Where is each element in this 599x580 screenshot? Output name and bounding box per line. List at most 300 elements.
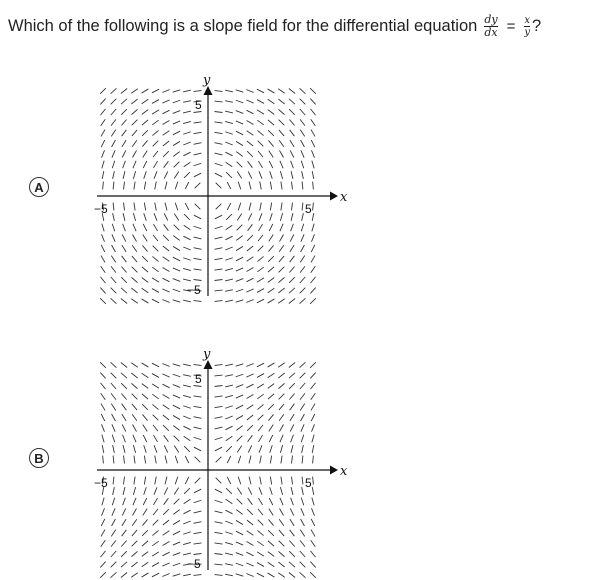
- slope-segment: [155, 456, 157, 464]
- slope-segment: [131, 277, 137, 282]
- slope-segment: [143, 509, 147, 516]
- slope-segment: [247, 141, 253, 146]
- slope-segment: [131, 288, 137, 293]
- slope-segment: [142, 245, 147, 251]
- slope-segment: [124, 456, 125, 464]
- slope-segment: [131, 99, 137, 104]
- slope-segment: [268, 562, 275, 566]
- slope-segment: [289, 540, 294, 546]
- tick-pos-x: 5: [305, 476, 312, 490]
- slope-segment: [268, 89, 275, 93]
- slope-segment: [144, 171, 147, 179]
- slope-segment: [289, 299, 295, 304]
- slope-segment: [163, 141, 169, 146]
- slope-segment: [268, 278, 274, 283]
- slope-segment: [132, 394, 138, 400]
- slope-segment: [101, 277, 106, 283]
- slope-segment: [257, 363, 264, 367]
- slope-segment: [278, 373, 284, 378]
- slope-segment: [163, 520, 169, 525]
- slope-segment: [122, 508, 126, 515]
- slope-segment: [270, 171, 273, 179]
- slope-segment: [236, 374, 244, 377]
- slope-segment: [194, 437, 202, 440]
- slope-segment: [225, 406, 233, 409]
- slope-segment: [312, 224, 314, 232]
- slope-segment: [268, 267, 274, 272]
- slope-segment: [257, 374, 264, 378]
- slope-segment: [194, 301, 202, 302]
- slope-segment: [162, 552, 169, 556]
- slope-segment: [133, 171, 135, 179]
- slope-segment: [111, 119, 116, 125]
- slope-segment: [280, 425, 284, 432]
- slope-segment: [236, 364, 244, 366]
- slope-segment: [246, 289, 253, 292]
- slope-segment: [313, 477, 314, 485]
- x-axis-label: x: [340, 190, 348, 205]
- tick-pos-y: 5: [195, 372, 202, 386]
- slope-segment: [195, 457, 201, 463]
- slope-segment: [152, 404, 158, 409]
- slope-segment: [124, 182, 125, 190]
- slope-segment: [247, 121, 254, 125]
- slope-segment: [279, 140, 284, 147]
- slope-segment: [184, 446, 190, 452]
- slope-segment: [225, 90, 233, 92]
- slope-segment: [102, 171, 104, 179]
- slope-segment: [302, 182, 303, 190]
- slope-segment: [215, 226, 223, 229]
- slope-segment: [269, 425, 273, 432]
- slope-segment: [113, 456, 114, 464]
- slope-segment: [247, 425, 253, 431]
- slope-segment: [269, 509, 273, 516]
- slope-segment: [175, 477, 178, 485]
- slope-segment: [279, 541, 285, 547]
- slope-segment: [215, 365, 223, 366]
- slope-segment: [248, 445, 252, 452]
- slope-segment: [173, 531, 180, 535]
- slope-segment: [300, 119, 305, 125]
- slope-segment: [174, 488, 178, 495]
- slope-segment: [101, 266, 106, 273]
- slope-segment: [155, 182, 157, 190]
- slope-segment: [246, 300, 253, 303]
- slope-segment: [289, 562, 295, 567]
- slope-segment: [102, 424, 105, 431]
- slope-segment: [152, 120, 159, 125]
- slope-segment: [133, 498, 136, 505]
- slope-segment: [246, 110, 253, 114]
- slope-segment: [102, 224, 104, 232]
- slope-segment: [300, 88, 306, 93]
- slope-segment: [291, 161, 294, 169]
- option-a-radio[interactable]: A: [29, 177, 49, 197]
- slope-segment: [215, 500, 223, 503]
- slope-segment: [163, 246, 169, 251]
- slope-segment: [312, 498, 314, 506]
- slope-segment: [194, 173, 201, 177]
- slope-segment: [236, 531, 243, 535]
- slope-segment: [124, 477, 125, 485]
- tick-neg-y: −5: [187, 283, 201, 297]
- slope-segment: [268, 404, 274, 410]
- slope-segment: [111, 540, 116, 546]
- slope-segment: [278, 551, 284, 556]
- slope-segment: [215, 122, 223, 123]
- slope-segment: [194, 248, 202, 250]
- slope-segment: [226, 436, 233, 440]
- slope-segment: [164, 445, 168, 452]
- slope-segment: [227, 456, 231, 463]
- slope-segment: [101, 530, 105, 537]
- slope-segment: [300, 572, 306, 577]
- slope-segment: [143, 425, 147, 432]
- slope-segment: [258, 509, 263, 515]
- slope-segment: [173, 553, 181, 556]
- slope-segment: [290, 530, 295, 536]
- slope-segment: [153, 415, 159, 421]
- slope-segment: [279, 256, 284, 262]
- slope-segment: [153, 498, 157, 505]
- slope-segment: [123, 498, 126, 506]
- slope-segment: [246, 574, 253, 577]
- slope-segment: [183, 121, 191, 123]
- derivative-numerator: dy: [484, 12, 498, 26]
- slope-segment: [257, 573, 264, 577]
- slope-segment: [300, 404, 304, 411]
- option-b-radio[interactable]: B: [29, 448, 49, 468]
- slope-segment: [236, 257, 243, 261]
- slope-segment: [132, 541, 138, 547]
- slope-segment: [248, 161, 253, 167]
- slope-segment: [173, 385, 181, 388]
- slope-segment: [260, 456, 262, 464]
- slope-segment: [268, 414, 273, 420]
- slope-segment: [154, 213, 157, 220]
- slope-segment: [236, 289, 244, 292]
- slope-segment: [215, 112, 223, 113]
- slope-segment: [121, 363, 127, 368]
- slope-segment: [215, 153, 223, 155]
- slope-segment: [280, 224, 283, 231]
- slope-segment: [215, 237, 223, 239]
- slope-segment: [142, 288, 149, 292]
- slope-segment: [133, 435, 136, 442]
- slope-segment: [248, 435, 253, 441]
- slope-segment: [216, 457, 222, 463]
- slope-segment: [279, 394, 285, 400]
- slope-segment: [301, 224, 304, 232]
- slope-segment: [142, 89, 149, 93]
- slope-segment: [112, 519, 116, 526]
- slope-segment: [279, 530, 284, 536]
- slope-segment: [163, 531, 170, 535]
- slope-segment: [111, 362, 117, 367]
- slope-segment: [270, 213, 273, 221]
- slope-segment: [215, 290, 223, 291]
- slope-segment: [121, 573, 127, 578]
- slope-segment: [153, 425, 158, 431]
- slope-segment: [280, 213, 282, 221]
- slope-segment: [290, 404, 295, 410]
- slope-segment: [300, 393, 305, 399]
- tick-pos-x: 5: [305, 202, 312, 216]
- slope-segment: [268, 256, 274, 262]
- slope-segment: [112, 508, 115, 515]
- slope-segment: [174, 162, 180, 168]
- slope-segment: [290, 234, 294, 241]
- slope-segment: [278, 383, 284, 388]
- tick-neg-x: −5: [94, 202, 108, 216]
- slope-segment: [215, 269, 223, 270]
- slope-segment: [311, 383, 316, 389]
- slope-segment: [225, 574, 233, 576]
- slope-segment: [300, 266, 305, 272]
- slope-segment: [225, 152, 232, 156]
- slope-segment: [215, 143, 223, 145]
- slope-segment: [260, 182, 262, 190]
- slope-segment: [278, 277, 284, 282]
- slope-segment: [162, 90, 169, 93]
- slope-segment: [142, 110, 148, 115]
- slope-segment: [225, 510, 232, 514]
- slope-segment: [152, 130, 158, 135]
- slope-segment: [312, 508, 315, 515]
- slope-segment: [152, 384, 159, 388]
- slope-segment: [113, 203, 114, 211]
- slope-segment: [289, 573, 295, 578]
- slope-segment: [310, 572, 316, 578]
- slope-segment: [194, 226, 202, 229]
- slope-segment: [122, 414, 126, 421]
- slope-segment: [249, 456, 251, 464]
- slope-segment: [280, 487, 282, 495]
- slope-segment: [153, 141, 159, 147]
- slope-segment: [225, 385, 233, 387]
- slope-segment: [247, 257, 254, 261]
- slope-segment: [174, 446, 178, 453]
- slope-segment: [183, 416, 190, 419]
- slope-segment: [152, 530, 158, 535]
- slope-segment: [194, 511, 202, 513]
- slope-segment: [237, 488, 241, 495]
- slope-segment: [162, 110, 169, 114]
- slope-segment: [236, 121, 243, 124]
- slope-segment: [226, 446, 232, 452]
- slope-segment: [155, 477, 157, 485]
- slope-segment: [215, 386, 223, 387]
- slope-segment: [289, 277, 295, 283]
- slope-segment: [249, 477, 251, 485]
- slope-segment: [289, 99, 295, 104]
- slope-segment: [215, 173, 222, 177]
- slope-segment: [173, 510, 179, 515]
- slope-segment: [121, 288, 127, 293]
- option-b-slope-field[interactable]: [85, 346, 348, 576]
- slope-segment: [101, 414, 105, 421]
- slope-segment: [312, 171, 314, 179]
- option-a-slope-field[interactable]: [85, 72, 348, 302]
- slope-segment: [102, 150, 105, 157]
- slope-segment: [301, 498, 304, 506]
- slope-segment: [246, 100, 253, 103]
- slope-segment: [280, 161, 283, 168]
- slope-segment: [310, 99, 315, 105]
- slope-segment: [122, 424, 126, 431]
- slope-segment: [258, 415, 264, 421]
- slope-segment: [226, 499, 233, 503]
- slope-segment: [215, 301, 223, 302]
- slope-segment: [225, 279, 233, 281]
- slope-segment: [268, 519, 273, 525]
- slope-segment: [142, 414, 147, 420]
- slope-segment: [152, 573, 159, 577]
- slope-segment: [290, 150, 294, 157]
- slope-segment: [268, 552, 274, 557]
- slope-segment: [195, 183, 201, 189]
- slope-segment: [173, 121, 180, 124]
- slope-segment: [226, 214, 232, 220]
- slope-segment: [162, 563, 169, 566]
- equals-sign: =: [506, 17, 516, 35]
- slope-segment: [183, 132, 191, 135]
- slope-segment: [111, 130, 115, 137]
- slope-segment: [131, 573, 138, 578]
- slope-segment: [173, 268, 180, 271]
- slope-segment: [194, 365, 202, 366]
- slope-segment: [164, 171, 168, 178]
- slope-segment: [215, 280, 223, 281]
- slope-segment: [113, 487, 115, 495]
- slope-segment: [194, 543, 202, 544]
- slope-segment: [163, 235, 169, 241]
- slope-segment: [281, 477, 282, 485]
- slope-segment: [269, 435, 273, 442]
- slope-segment: [257, 130, 263, 135]
- slope-segment: [257, 110, 264, 114]
- slope-segment: [279, 404, 284, 410]
- slope-segment: [236, 520, 243, 524]
- slope-segment: [301, 508, 304, 515]
- slope-segment: [280, 445, 282, 453]
- slope-segment: [134, 456, 135, 464]
- slope-segment: [112, 234, 115, 241]
- slope-segment: [311, 245, 315, 252]
- slope-segment: [225, 364, 233, 366]
- slope-segment: [162, 364, 169, 367]
- slope-segment: [163, 268, 170, 272]
- slope-segment: [215, 564, 223, 565]
- slope-segment: [152, 256, 158, 261]
- slope-segment: [173, 90, 181, 92]
- slope-segment: [311, 140, 315, 147]
- slope-segment: [144, 487, 147, 495]
- slope-segment: [301, 519, 305, 526]
- slope-segment: [238, 182, 241, 190]
- slope-segment: [278, 109, 284, 114]
- slope-segment: [225, 521, 232, 524]
- slope-segment: [121, 393, 126, 399]
- slope-segment: [131, 373, 137, 378]
- slope-segment: [173, 131, 180, 135]
- slope-segment: [152, 552, 159, 556]
- slope-segment: [310, 373, 315, 379]
- slope-segment: [268, 530, 274, 536]
- slope-segment: [247, 246, 253, 251]
- slope-segment: [111, 404, 115, 411]
- slope-segment: [270, 477, 271, 485]
- slope-segment: [227, 477, 231, 484]
- slope-segment: [247, 415, 253, 420]
- slope-segment: [100, 373, 105, 379]
- slope-segment: [163, 131, 170, 135]
- slope-segment: [163, 395, 170, 399]
- tick-pos-y: 5: [195, 98, 202, 112]
- slope-segment: [215, 215, 222, 219]
- slope-segment: [302, 213, 304, 221]
- slope-segment: [144, 445, 147, 453]
- slope-segment: [248, 224, 253, 230]
- slope-segment: [173, 395, 180, 398]
- slope-segment: [257, 530, 263, 535]
- y-axis-label: y: [203, 73, 211, 88]
- slope-segment: [132, 267, 138, 273]
- slope-segment: [100, 298, 106, 304]
- slope-segment: [133, 213, 135, 221]
- slope-segment: [184, 162, 191, 166]
- slope-segment: [289, 288, 295, 293]
- slope-segment: [302, 203, 303, 211]
- slope-segment: [215, 396, 223, 397]
- slope-segment: [173, 520, 180, 524]
- slope-segment: [236, 246, 243, 250]
- slope-segment: [312, 445, 314, 453]
- slope-segment: [291, 224, 294, 232]
- slope-segment: [258, 435, 262, 442]
- slope-segment: [112, 435, 115, 443]
- slope-segment: [155, 203, 157, 211]
- slope-segment: [124, 203, 125, 211]
- slope-segment: [132, 256, 137, 262]
- slope-segment: [311, 393, 316, 400]
- slope-segment: [111, 277, 116, 283]
- slope-segment: [292, 203, 293, 211]
- slope-segment: [101, 393, 106, 400]
- slope-segment: [246, 278, 253, 282]
- slope-segment: [194, 554, 202, 555]
- slope-segment: [268, 541, 274, 546]
- slope-segment: [152, 110, 159, 114]
- slope-segment: [183, 300, 191, 302]
- slope-segment: [290, 245, 294, 252]
- slope-segment: [280, 498, 283, 505]
- slope-segment: [247, 131, 254, 135]
- slope-segment: [259, 213, 262, 220]
- slope-segment: [183, 574, 191, 576]
- slope-segment: [236, 236, 242, 241]
- slope-segment: [132, 120, 138, 126]
- slope-segment: [279, 245, 284, 252]
- slope-segment: [236, 510, 242, 515]
- slope-segment: [215, 132, 223, 133]
- slope-segment: [257, 563, 264, 567]
- slope-segment: [152, 541, 159, 546]
- slope-segment: [142, 394, 148, 399]
- slope-segment: [225, 542, 233, 544]
- slope-segment: [175, 456, 178, 464]
